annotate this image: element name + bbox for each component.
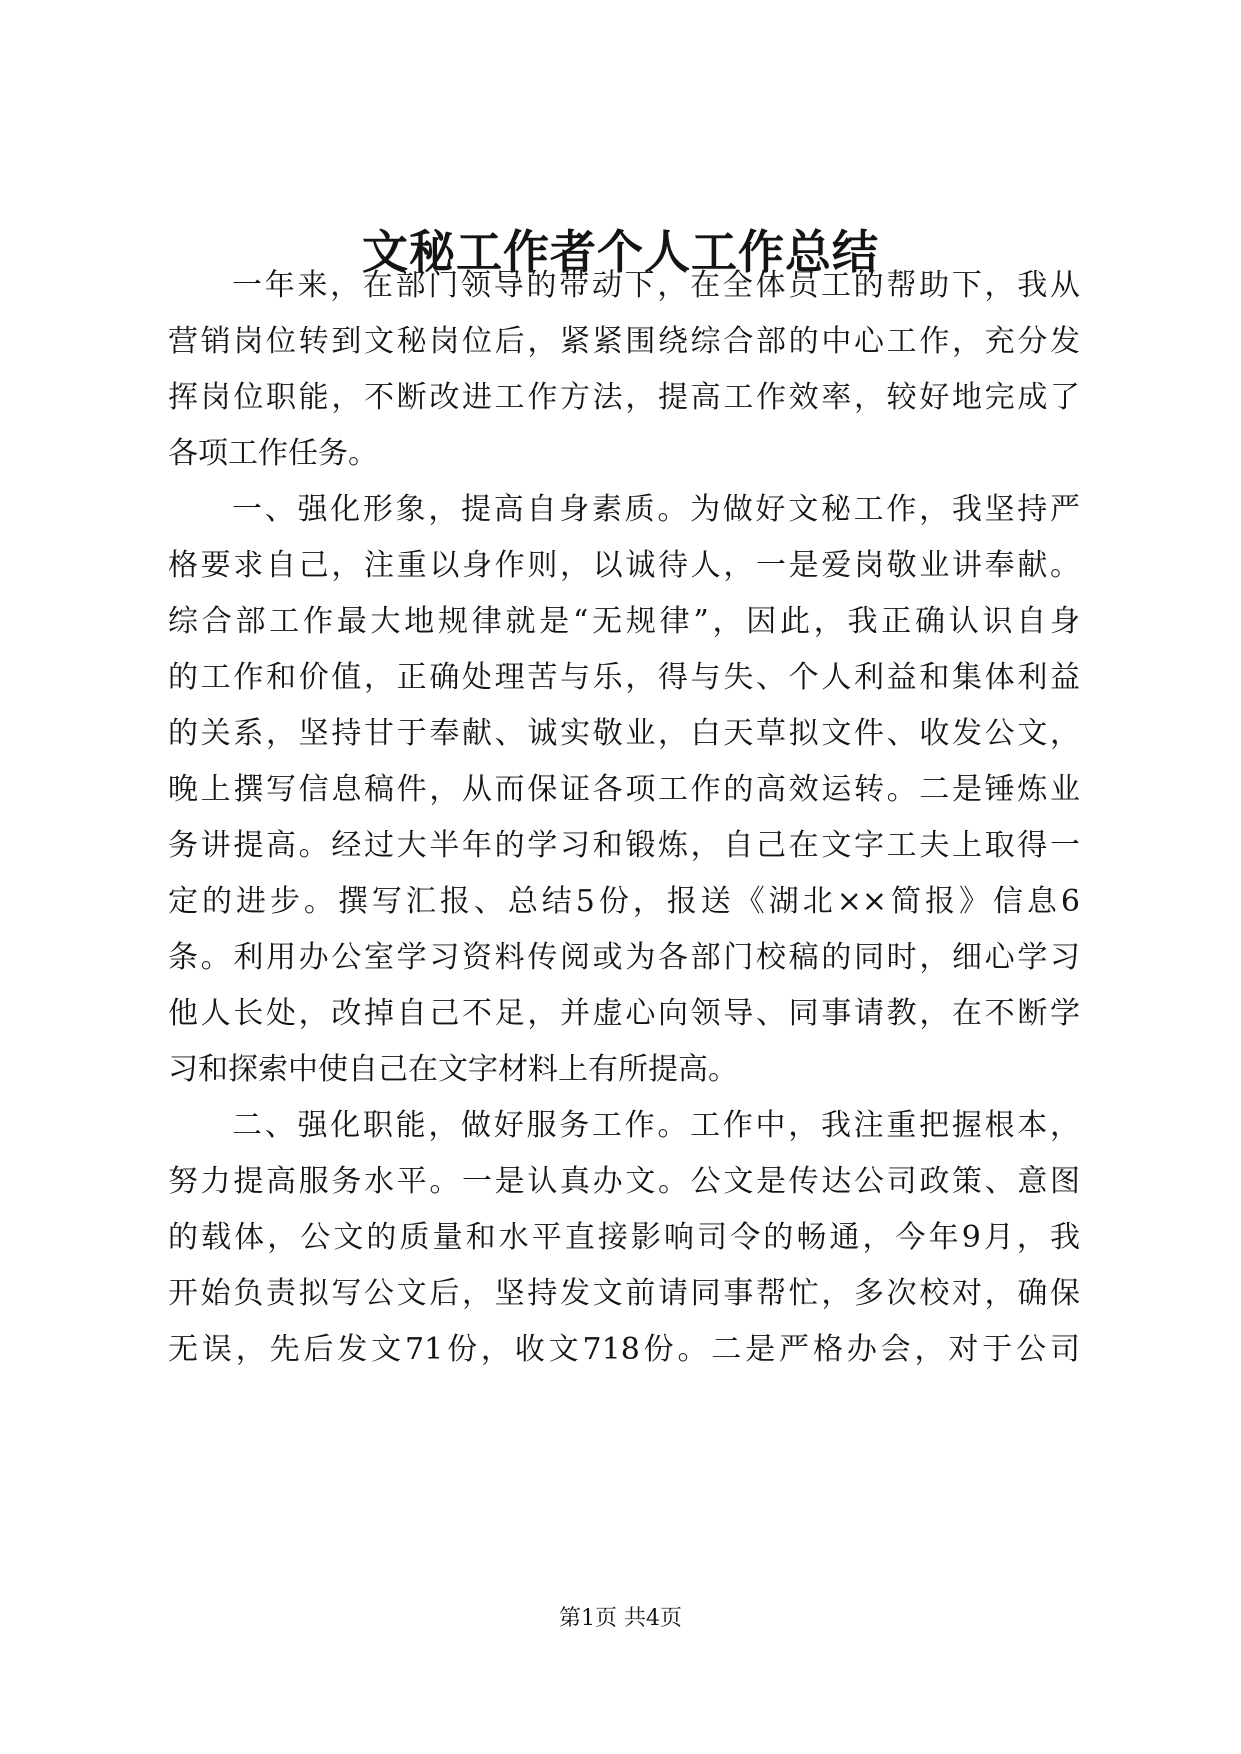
body-line: 二、强化职能，做好服务工作。工作中，我注重把握根本， [232, 1108, 1080, 1143]
body-line: 各项工作任务。 [168, 436, 378, 471]
body-line: 格要求自己，注重以身作则，以诚待人，一是爱岗敬业讲奉献。 [168, 548, 1080, 583]
body-line: 他人长处，改掉自己不足，并虚心向领导、同事请教，在不断学 [168, 996, 1080, 1031]
body-line: 的工作和价值，正确处理苦与乐，得与失、个人利益和集体利益 [168, 660, 1080, 695]
body-line: 晚上撰写信息稿件，从而保证各项工作的高效运转。二是锤炼业 [168, 772, 1080, 807]
body-line: 一年来，在部门领导的带动下，在全体员工的帮助下，我从 [232, 268, 1080, 303]
body-line: 无误，先后发文71份，收文718份。二是严格办会，对于公司 [168, 1332, 1080, 1367]
body-line: 营销岗位转到文秘岗位后，紧紧围绕综合部的中心工作，充分发 [168, 324, 1080, 359]
body-line: 一、强化形象，提高自身素质。为做好文秘工作，我坚持严 [232, 492, 1080, 527]
body-line: 务讲提高。经过大半年的学习和锻炼，自己在文字工夫上取得一 [168, 828, 1080, 863]
body-line: 努力提高服务水平。一是认真办文。公文是传达公司政策、意图 [168, 1164, 1080, 1199]
body-line: 挥岗位职能，不断改进工作方法，提高工作效率，较好地完成了 [168, 380, 1080, 415]
body-line: 综合部工作最大地规律就是“无规律”，因此，我正确认识自身 [168, 604, 1080, 639]
body-line: 定的进步。撰写汇报、总结5份，报送《湖北××简报》信息6 [168, 884, 1080, 919]
body-line: 条。利用办公室学习资料传阅或为各部门校稿的同时，细心学习 [168, 940, 1080, 975]
document-title: 文秘工作者个人工作总结 [362, 225, 879, 279]
page-number: 第1页 共4页 [559, 1606, 682, 1631]
body-line: 的载体，公文的质量和水平直接影响司令的畅通，今年9月，我 [168, 1220, 1080, 1255]
body-line: 开始负责拟写公文后，坚持发文前请同事帮忙，多次校对，确保 [168, 1276, 1080, 1311]
body-line: 习和探索中使自己在文字材料上有所提高。 [168, 1052, 738, 1087]
body-line: 的关系，坚持甘于奉献、诚实敬业，白天草拟文件、收发公文， [168, 716, 1080, 751]
